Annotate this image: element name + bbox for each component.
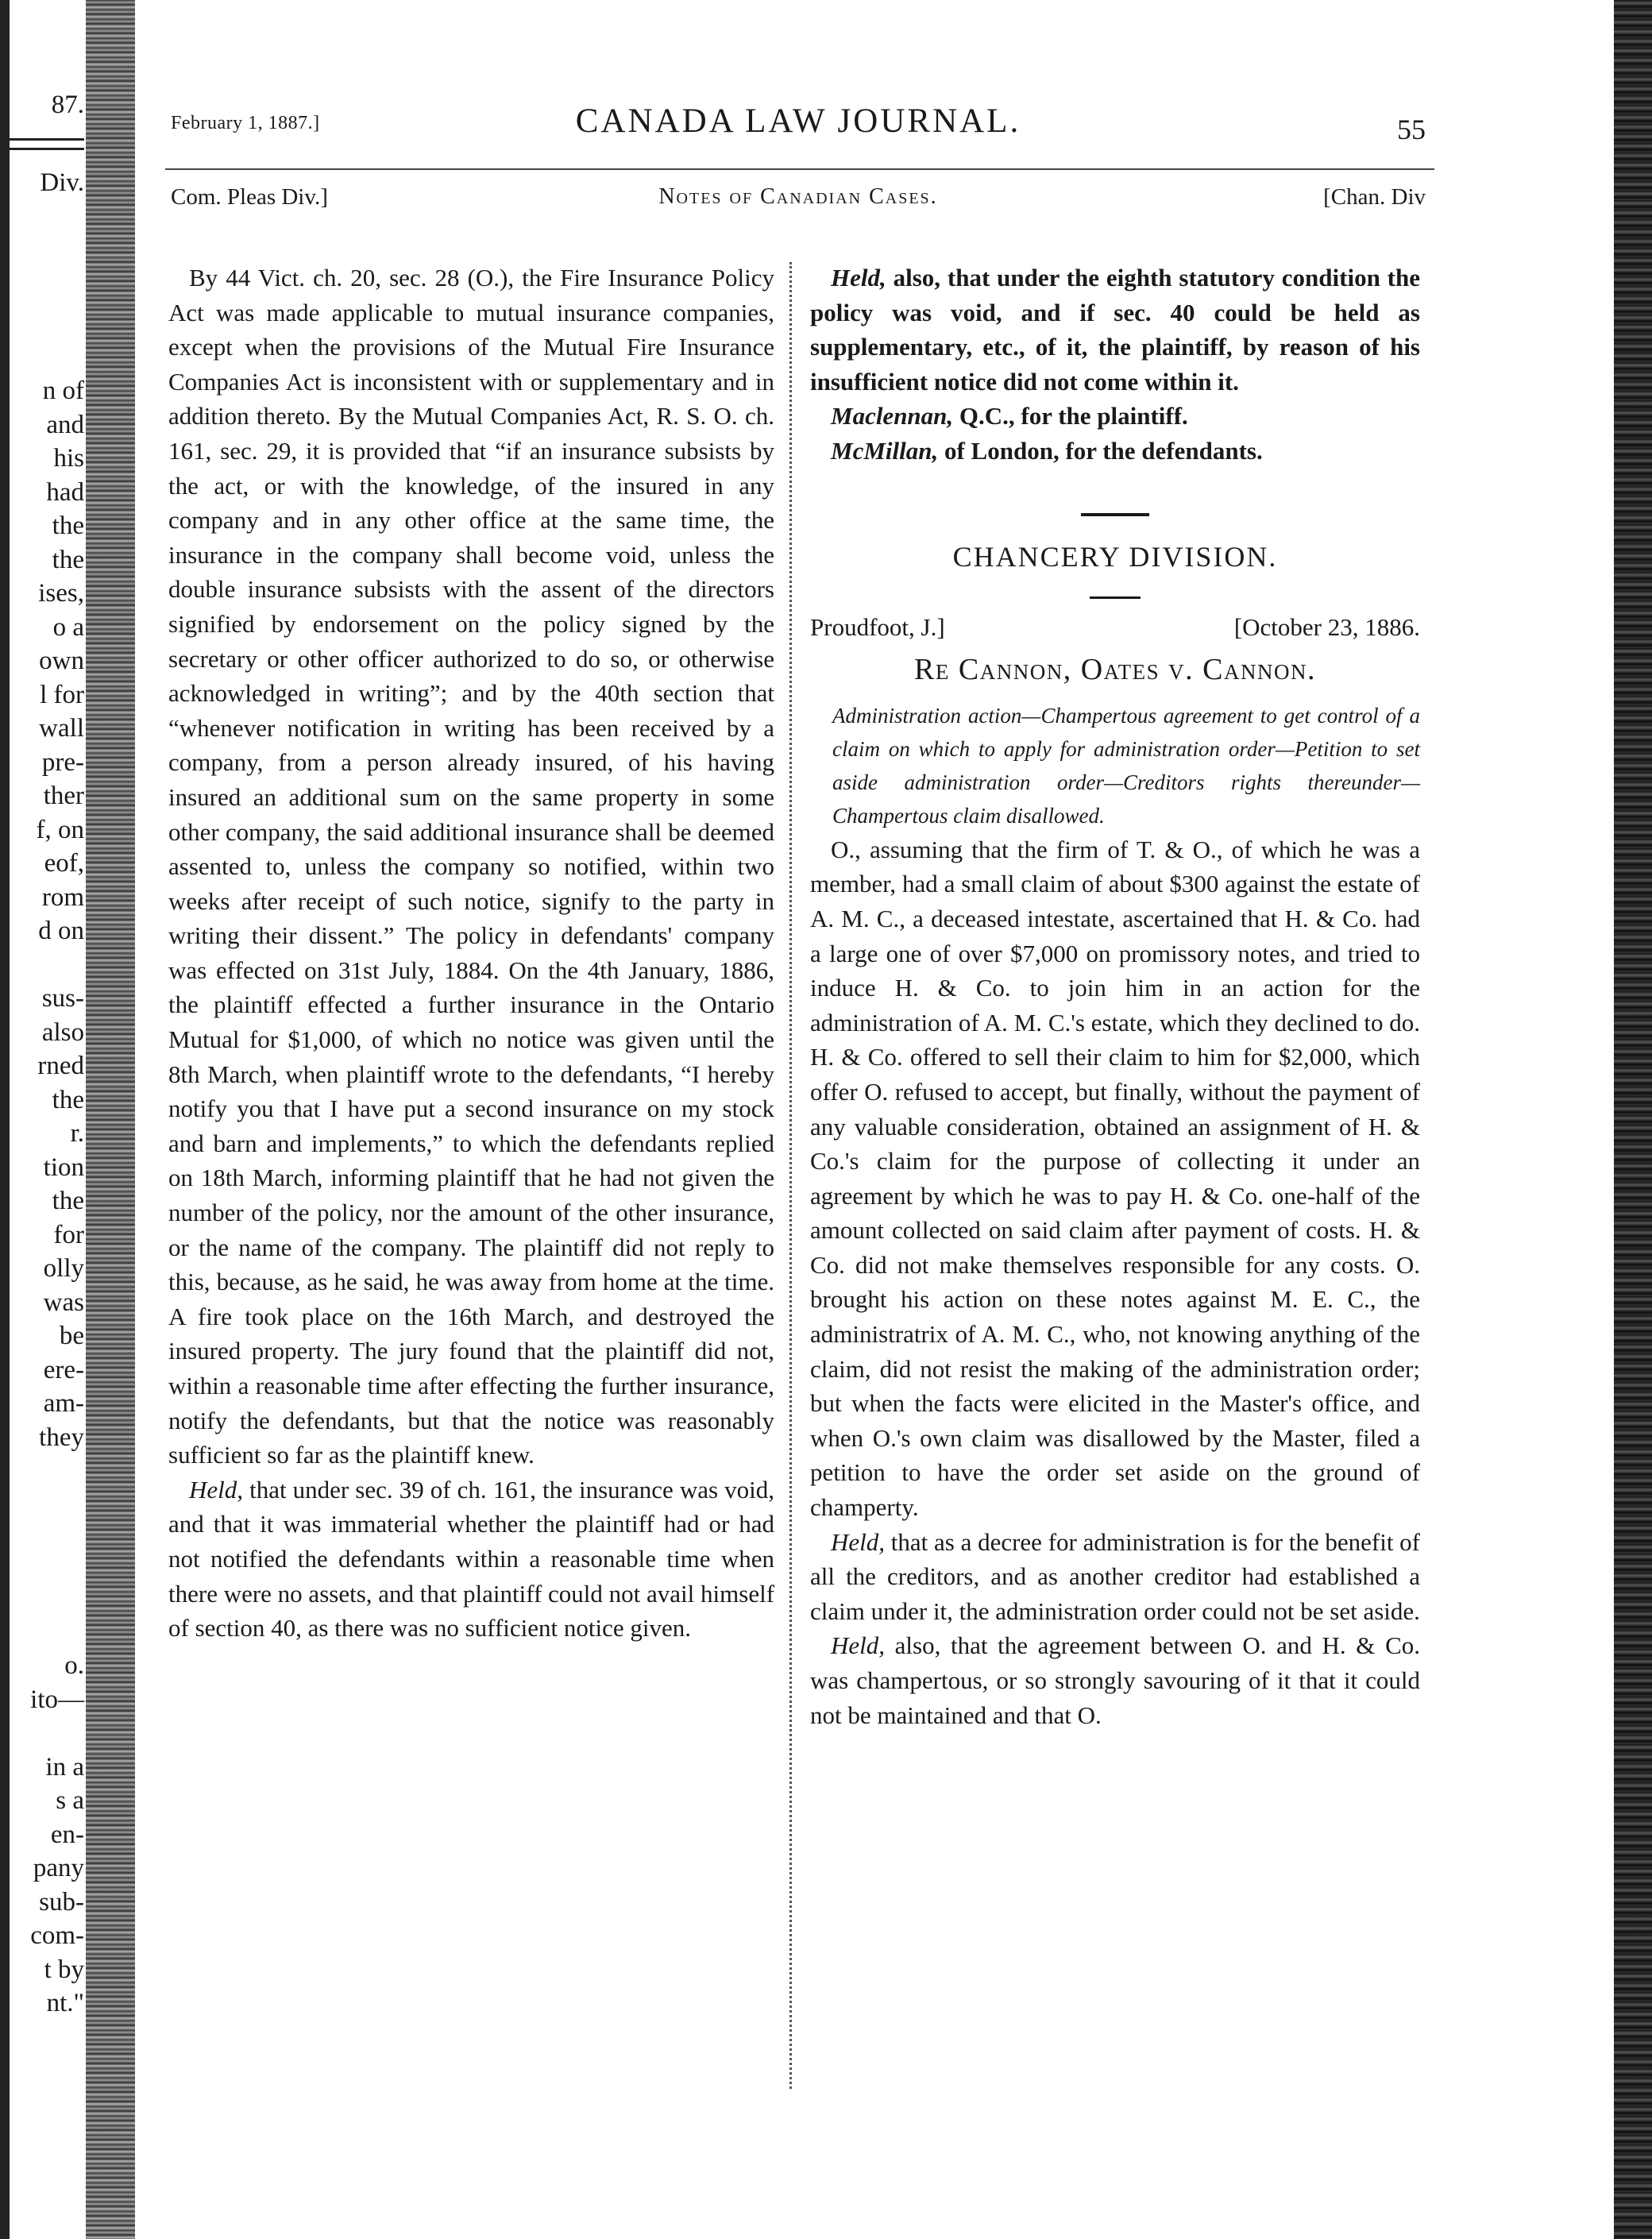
margin-fragment: wall (39, 714, 84, 743)
margin-fragment: in a (45, 1752, 84, 1782)
counsel-line (810, 434, 1420, 469)
counsel-name: McMillan, (831, 436, 939, 465)
margin-fragment: ere- (43, 1355, 84, 1384)
margin-fragment: own (39, 647, 84, 675)
paragraph (810, 261, 1420, 399)
margin-fragment: ises, (38, 579, 84, 608)
issue-date: February 1, 1887.] (171, 113, 320, 133)
margin-fragment: his (53, 444, 84, 473)
margin-fragment: o a (52, 612, 84, 642)
case-title: Re Cannon, Oates v. Cannon. (914, 653, 1316, 687)
held-lead: Held, (831, 264, 886, 291)
margin-rule (8, 138, 84, 141)
margin-fragment: also (41, 1017, 84, 1047)
counsel-role: of London, for the defendants. (938, 436, 1263, 465)
judge-name: Proudfoot, J.] (810, 613, 945, 642)
margin-fragment: ther (43, 782, 84, 810)
margin-fragment: tion (43, 1152, 84, 1182)
headnote: Administration action—Champertous agreement to get control of a claim on which to apply for administration order—Petition to set aside administration order—Creditors rights thereunder—Champertous claim disallowed. (832, 703, 1420, 828)
margin-fragment: o. (64, 1651, 84, 1680)
margin-fragment: nt." (46, 1989, 84, 2017)
margin-fragment: olly (43, 1254, 84, 1283)
paragraph (168, 1473, 774, 1646)
margin-fragment: com- (30, 1921, 84, 1950)
margin-fragment: t by (44, 1955, 84, 1984)
margin-fragment: for (53, 1220, 84, 1249)
running-head (171, 102, 1426, 149)
margin-div-label: Div. (40, 168, 84, 197)
margin-fragment: pany (33, 1854, 84, 1882)
held-lead: Held, (831, 1631, 886, 1660)
counsel-role: Q.C., for the plaintiff. (953, 402, 1188, 430)
margin-fragment: the (52, 545, 84, 574)
column-divider (789, 262, 792, 2089)
header-rule (165, 168, 1434, 170)
decision-date: [October 23, 1886. (1233, 613, 1420, 642)
margin-rule (8, 148, 84, 150)
scan-border-right (1614, 0, 1652, 2239)
judge-date-line (810, 610, 1420, 645)
section-left-label: Com. Pleas Div.] (171, 184, 328, 210)
paragraph-text: also, that under the eighth statutory condition the policy was void, and if sec. 40 could be held as supplementary, etc., of it, the plaintiff, by reason of his insufficient notice did not come within it. (810, 264, 1420, 396)
margin-fragment: l for (40, 680, 84, 709)
section-rule (1090, 596, 1141, 599)
left-column (168, 261, 774, 1646)
margin-fragment: sus- (41, 984, 84, 1013)
margin-fragment: ito— (30, 1685, 84, 1714)
margin-fragment: was (43, 1287, 84, 1317)
section-center-label: Notes of Canadian Cases. (658, 184, 938, 209)
margin-fragment: the (52, 1187, 84, 1215)
right-column (810, 261, 1420, 1732)
counsel-line (810, 399, 1420, 434)
margin-fragment: am- (43, 1389, 84, 1418)
margin-fragment: had (46, 477, 84, 507)
paragraph (810, 1525, 1420, 1629)
section-rule (1081, 513, 1149, 516)
paragraph-text: that as a decree for administration is for the benefit of all the creditors, and as another creditor had established a claim under it, the administration order could not be set aside. (810, 1527, 1421, 1625)
margin-fragment: r. (70, 1119, 84, 1148)
paragraph-text: also, that the agreement between O. and H. & Co. was champertous, or so strongly savouring of it that it could not be maintained and that O. (810, 1631, 1420, 1729)
margin-fragment: sub- (39, 1887, 84, 1917)
scan-border-left (0, 0, 10, 2239)
margin-fragment: d on (38, 917, 84, 945)
paragraph (810, 1628, 1420, 1732)
margin-fragment: n of (42, 376, 84, 405)
margin-fragment: the (52, 1085, 84, 1114)
counsel-name: Maclennan, (831, 402, 954, 430)
margin-fragment: f, on (36, 815, 84, 844)
journal-title: CANADA LAW JOURNAL. (575, 102, 1021, 140)
paragraph: O., assuming that the firm of T. & O., of which he was a member, had a small claim of about $300 against the estate of A. M. C., a deceased intestate, ascertained that H. & Co. had a large one of over $7,000 on promissory notes, and tried to induce H. & Co. to join him in an action for the administration of A. M. C.'s estate, which they declined to do. H. & Co. offered to sell their claim to him for $2,000, which offer O. refused to accept, but finally, without the payment of any valuable consideration, obtained an assignment of H. & Co.'s claim for the purpose of collecting it under an agreement by which he was to pay H. & Co. one-half of the amount collected on said claim after payment of costs. H. & Co. did not make themselves responsible for any costs. O. brought his action on these notes against M. E. C., the administratrix of A. M. C., who, not knowing anything of the claim, did not resist the making of the administration order; but when the facts were elicited in the Master's office, and when O.'s own claim was disallowed by the Master, filed a petition to have the order set aside on the ground of champerty. (810, 835, 1420, 1522)
margin-fragment: en- (50, 1820, 84, 1849)
margin-fragment: they (39, 1423, 84, 1452)
margin-fragment: the (52, 511, 84, 540)
held-lead: Held, (189, 1475, 244, 1504)
margin-fragment: s a (56, 1786, 84, 1815)
section-right-label: [Chan. Div (1323, 184, 1426, 210)
margin-fragment: rned (37, 1052, 84, 1080)
held-lead: Held, (831, 1527, 886, 1556)
margin-fragment: and (46, 410, 84, 439)
margin-page-label: 87. (51, 91, 84, 119)
scan-gutter (86, 0, 135, 2239)
section-header (171, 184, 1426, 219)
page-number: 55 (1397, 114, 1426, 145)
margin-fragment: rom (41, 882, 84, 912)
margin-fragment: pre- (41, 747, 84, 777)
margin-fragment: be (59, 1322, 84, 1350)
paragraph-text: that under sec. 39 of ch. 161, the insurance was void, and that it was immaterial whether the plaintiff had or had not notified the defendants within a reasonable time when there were no assets, and that plaintiff could not avail himself of section 40, as there was no sufficient notice given. (168, 1475, 775, 1643)
paragraph: By 44 Vict. ch. 20, sec. 28 (O.), the Fire Insurance Policy Act was made applicable to mutual insurance companies, except when the provisions of the Mutual Fire Insurance Companies Act is inconsistent with or supplementary and in addition thereto. By the Mutual Companies Act, R. S. O. ch. 161, sec. 29, it is provided that “if an insurance subsists by the act, or with the knowledge, of the insured in any company and in any other office at the same time, the insurance in the company shall become void, unless the double insurance subsists with the assent of the directors signified by endorsement on the policy signed by the secretary or other officer authorized to do so, or otherwise acknowledged in writing”; and by the 40th section that “whenever notification in writing has been received by a company, from a person already insured, of his having insured an additional sum on the same property in some other company, the said additional insurance shall be deemed assented to, unless the company so notified, within two weeks after receipt of such notice, signify to the party in writing their dissent.” The policy in defendants' company was effected on 31st July, 1884. On the 4th January, 1886, the plaintiff effected a further insurance in the Ontario Mutual for $1,000, of which no notice was given until the 8th March, when plaintiff wrote to the defendants, “I hereby notify you that I have put a second insurance on my stock and barn and implements,” to which the defendants replied on 18th March, informing plaintiff that he had not given the number of the policy, nor the amount of the other insurance, or the name of the company. The plaintiff did not reply to this, because, as he said, he was away from home at the time. A fire took place on the 16th March, and destroyed the insured property. The jury found that the plaintiff did not, within a reasonable time after effecting the further insurance, notify the defendants, but that the notice was reasonably sufficient so far as the plaintiff knew. (168, 264, 774, 1469)
division-title: CHANCERY DIVISION. (952, 540, 1278, 573)
margin-fragment: eof, (44, 849, 84, 878)
